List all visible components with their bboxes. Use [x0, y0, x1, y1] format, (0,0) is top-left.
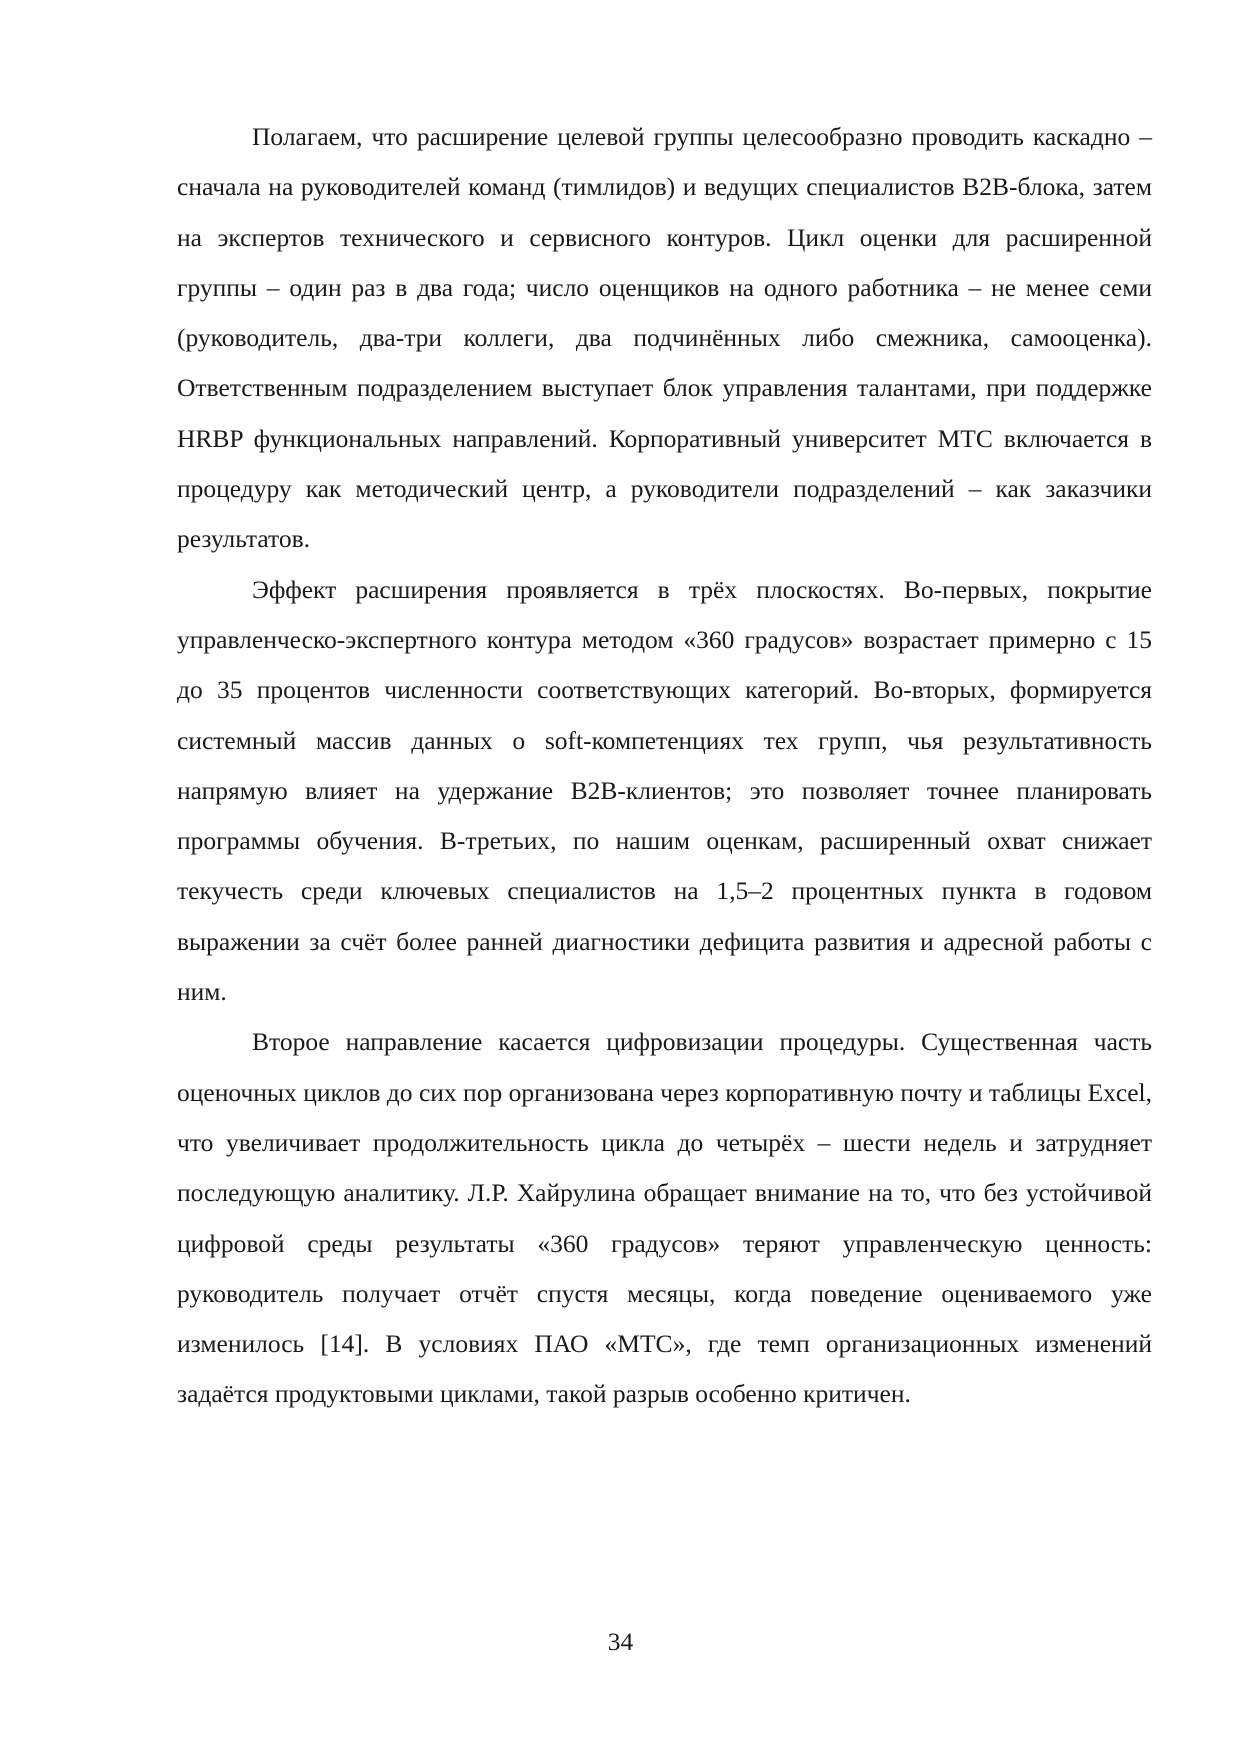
body-text: [177, 112, 1152, 1420]
paragraph-expansion-effect: Эффект расширения проявляется в трёх плоскостях. Во-первых, покрытие управленческо-экспертного контура методом «360 градусов» возрастает примерно с 15 до 35 процентов численности соответствующих категорий. Во-вторых, формируется системный массив данных о soft-компетенциях тех групп, чья результативность напрямую влияет на удержание B2B-клиентов; это позволяет точнее планировать программы обучения. В-третьих, по нашим оценкам, расширенный охват снижает текучесть среди ключевых специалистов на 1,5–2 процентных пункта в годовом выражении за счёт более ранней диагностики дефицита развития и адресной работы с ним.: [177, 574, 1152, 1007]
paragraph-target-group-expansion: Полагаем, что расширение целевой группы целесообразно проводить каскадно – сначала на руководителей команд (тимлидов) и ведущих специалистов B2B-блока, затем на экспертов технического и сервисного контуров. Цикл оценки для расширенной группы – один раз в два года; число оценщиков на одного работника – не менее семи (руководитель, два-три коллеги, два подчинённых либо смежника, самооценка). Ответственным подразделением выступает блок управления талантами, при поддержке HRBP функциональных направлений. Корпоративный университет МТС включается в процедуру как методический центр, а руководители подразделений – как заказчики результатов.: [177, 122, 1152, 554]
paragraph-digitalization: Второе направление касается цифровизации процедуры. Существенная часть оценочных циклов до сих пор организована через корпоративную почту и таблицы Excel, что увеличивает продолжительность цикла до четырёх – шести недель и затрудняет последующую аналитику. Л.Р. Хайрулина обращает внимание на то, что без устойчивой цифровой среды результаты «360 градусов» теряют управленческую ценность: руководитель получает отчёт спустя месяцы, когда поведение оцениваемого уже изменилось [14]. В условиях ПАО «МТС», где темп организационных изменений задаётся продуктовыми циклами, такой разрыв особенно критичен.: [177, 1027, 1152, 1409]
page-number: 34: [607, 1627, 634, 1656]
